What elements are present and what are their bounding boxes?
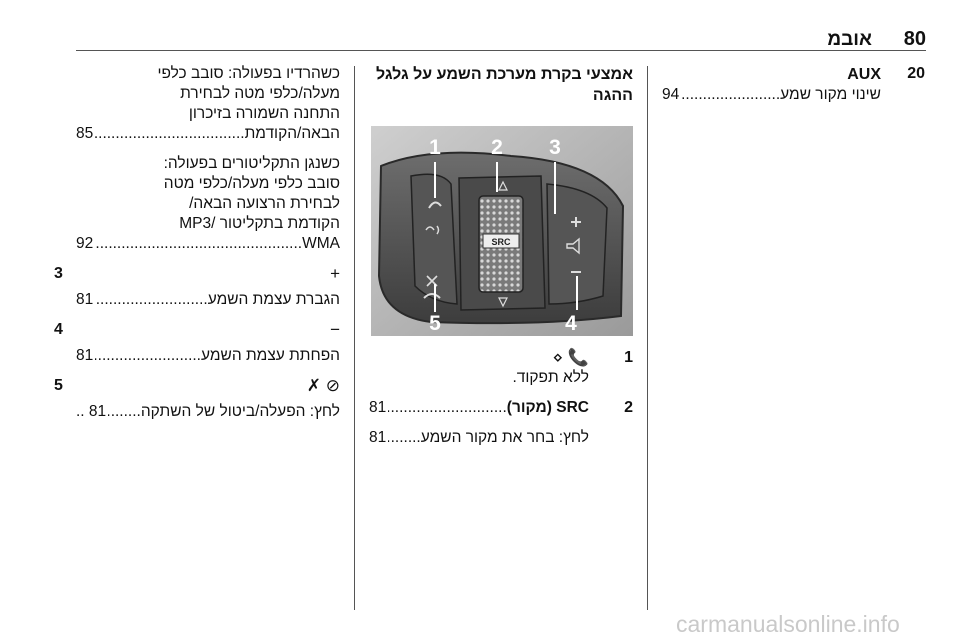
- toc-text: לחץ: בחר את מקור השמע: [420, 429, 589, 446]
- page-title: אובמ: [827, 29, 872, 50]
- toc-page: 81: [369, 429, 387, 446]
- phone-voice-icons: 📞 ⋄: [552, 348, 589, 367]
- callout-3: 3: [549, 136, 561, 159]
- toc-page: 94: [662, 86, 680, 103]
- item-number: 4: [54, 321, 63, 338]
- column-right: [662, 64, 925, 115]
- callout-1: 1: [429, 136, 441, 159]
- toc-line: [76, 402, 340, 422]
- toc-dots: [95, 346, 201, 366]
- entry-line: התחנה השמורה בזיכרון: [188, 105, 340, 122]
- toc-page: 81: [76, 291, 94, 308]
- toc-line: [369, 428, 589, 448]
- entry-line: סובב כלפי מעלה/כלפי מטה: [163, 175, 340, 192]
- toc-page: 92: [76, 235, 94, 252]
- section-title: AUX: [847, 66, 881, 83]
- toc-line: [662, 85, 881, 105]
- toc-dots: [95, 124, 244, 144]
- item-4: [54, 320, 340, 366]
- toc-text: WMA: [302, 235, 340, 252]
- entry-line: כשנגן התקליטורים בפעולה:: [163, 155, 340, 172]
- item-1: [369, 348, 633, 388]
- minus-icon: −: [330, 320, 340, 339]
- column-middle: [369, 64, 633, 458]
- toc-text: הבאה/הקודמת: [244, 125, 340, 142]
- toc-line: [76, 124, 340, 144]
- toc-dots: [388, 398, 507, 418]
- item-number: 2: [624, 399, 633, 416]
- steering-wheel-controls-photo: [371, 126, 633, 336]
- toc-dots: [681, 85, 780, 105]
- item-3: [54, 264, 340, 310]
- column-divider-left: [354, 66, 355, 610]
- steering-wheel-controls-illustration: [371, 126, 633, 336]
- toc-page: 81: [369, 399, 387, 416]
- toc-page: 85: [76, 125, 94, 142]
- header-rule: [76, 50, 926, 51]
- entry-cd: [76, 154, 340, 254]
- toc-text: שינוי מקור שמע: [780, 86, 881, 103]
- toc-page: 81: [76, 347, 94, 364]
- toc-text: הפחתת עצמת השמע: [201, 347, 340, 364]
- toc-line: [369, 398, 589, 418]
- toc-line: [76, 234, 340, 254]
- item-2: [369, 398, 633, 448]
- callout-4: 4: [565, 312, 577, 335]
- page-header: [76, 28, 926, 52]
- item-description: ללא תפקוד.: [512, 369, 589, 386]
- toc-text: לחץ: הפעלה/ביטול של השתקה: [140, 403, 340, 420]
- toc-dots: [108, 402, 141, 422]
- toc-text: הגברת עצמת השמע: [207, 291, 340, 308]
- toc-dots: [95, 234, 302, 254]
- toc-line: [76, 346, 340, 366]
- toc-dots: [95, 290, 207, 310]
- toc-line: [76, 290, 340, 310]
- page-number: 80: [903, 28, 926, 50]
- callout-2: 2: [491, 136, 503, 159]
- item-number: 3: [54, 265, 63, 282]
- entry-aux: [662, 64, 925, 105]
- column-left: [54, 64, 340, 432]
- entry-line: מעלה/כלפי מטה לבחירת: [180, 85, 340, 102]
- entry-line: כשהרדיו בפעולה: סובב כלפי: [157, 65, 340, 82]
- entry-line: הקודמת בתקליטור /MP3: [179, 215, 340, 232]
- column-divider-right: [647, 66, 648, 610]
- plus-icon: +: [330, 264, 340, 283]
- item-number: 5: [54, 377, 63, 394]
- toc-dots: [388, 428, 421, 448]
- section-title-line2: ההגה: [592, 87, 633, 104]
- toc-text: SRC (מקור): [506, 399, 589, 416]
- entry-line: לבחירת הרצועה הבאה/: [189, 195, 340, 212]
- item-5: [54, 376, 340, 422]
- item-number: 20: [907, 65, 925, 82]
- watermark: carmanualsonline.info: [676, 611, 900, 637]
- item-number: 1: [624, 349, 633, 366]
- entry-radio: [76, 64, 340, 144]
- section-title-line1: אמצעי בקרת מערכת השמע על גלגל: [375, 66, 633, 83]
- toc-page: 81 ..: [76, 403, 107, 420]
- callout-5: 5: [429, 312, 441, 335]
- src-label: SRC: [491, 237, 511, 247]
- mute-icon: ⊘ ✗: [306, 376, 340, 395]
